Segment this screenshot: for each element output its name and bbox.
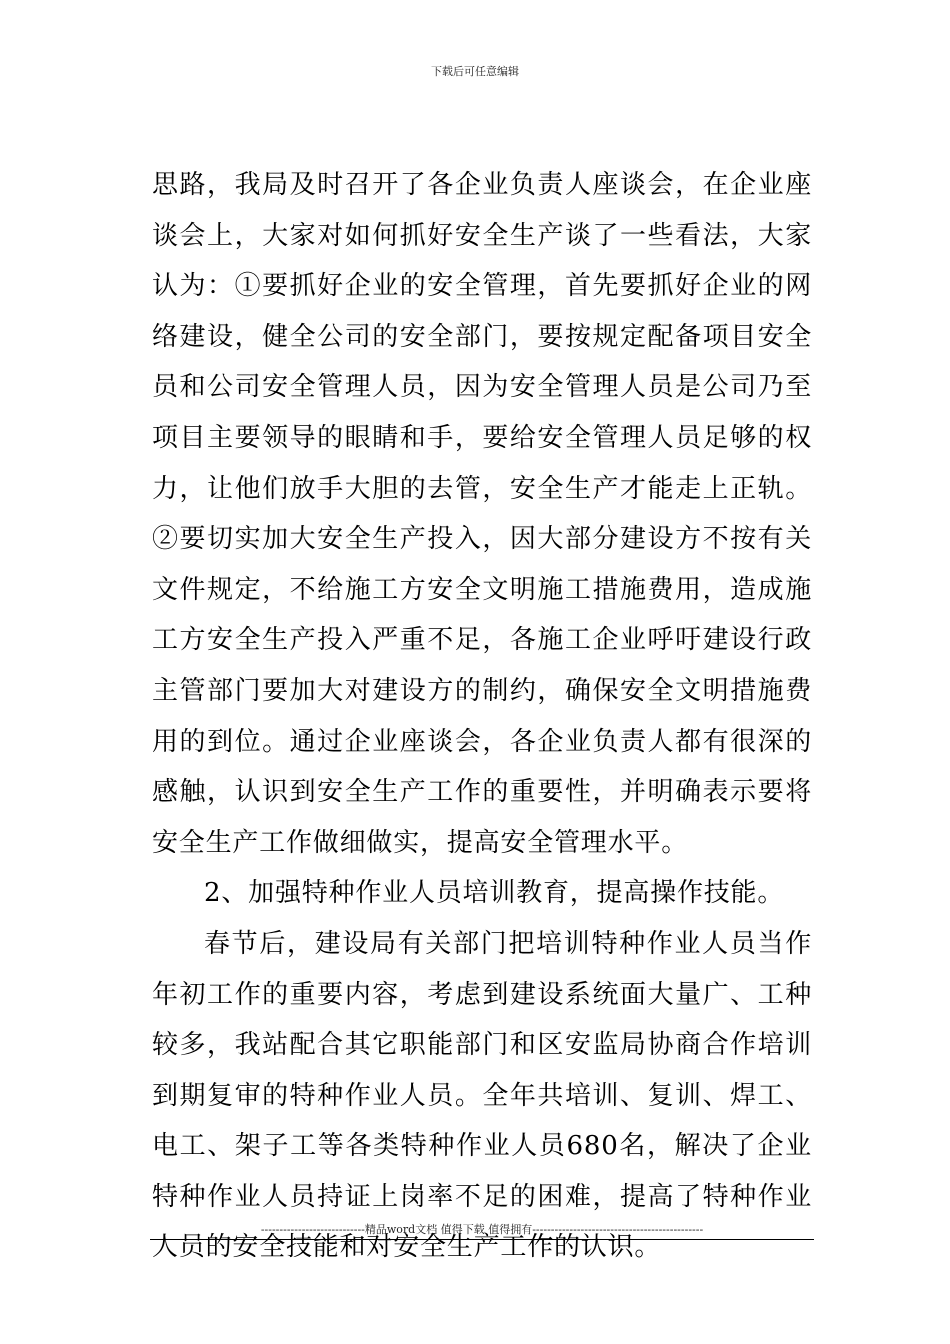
paragraph-training: 春节后，建设局有关部门把培训特种作业人员当作年初工作的重要内容，考虑到建设系统面大量广、工种较多，我站配合其它职能部门和区安监局协商合作培训到期复审的特种作业人员。全年共培训、复训、焊工、电工、架子工等各类特种作业人员680名，解决了企业特种作业人员持证上岗率不足的困难，提高了特种作业人员的安全技能和对安全生产工作的认识。 (152, 928, 812, 1263)
paragraph-continuation: 思路，我局及时召开了各企业负责人座谈会，在企业座谈会上，大家对如何抓好安全生产谈了一些看法，大家认为：①要抓好企业的安全管理，首先要抓好企业的网络建设，健全公司的安全部门，要按规定配备项目安全员和公司安全管理人员，因为安全管理人员是公司乃至项目主要领导的眼睛和手，要给安全管理人员足够的权力，让他们放手大胆的去管，安全生产才能走上正轨。②要切实加大安全生产投入，因大部分建设方不按有关文件规定，不给施工方安全文明施工措施费用，造成施工方安全生产投入严重不足，各施工企业呼吁建设行政主管部门要加大对建设方的制约，确保安全文明措施费用的到位。通过企业座谈会，各企业负责人都有很深的感触，认识到安全生产工作的重要性，并明确表示要将安全生产工作做细做实，提高安全管理水平。 (152, 170, 812, 858)
document-body (152, 160, 812, 1273)
footer-divider (150, 1239, 814, 1240)
page-footer: ----------------------------精品word文档 值得下载 值得拥有---------------------------------------------- (260, 1223, 704, 1236)
section-heading: 2、加强特种作业人员培训教育，提高操作技能。 (204, 878, 785, 909)
page-header: 下载后可任意编辑 (431, 65, 519, 78)
